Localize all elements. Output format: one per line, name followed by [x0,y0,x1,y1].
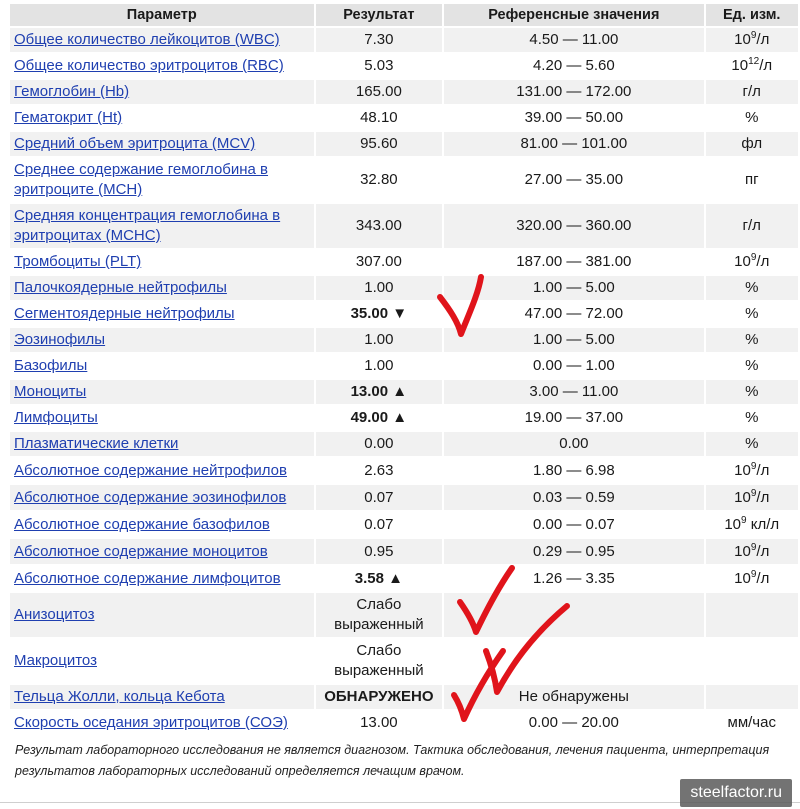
table-row [10,250,798,274]
param-link[interactable]: Общее количество лейкоцитов (WBC) [14,31,280,48]
param-cell [10,432,314,456]
result-value: 307.00 [355,253,402,270]
param-cell [10,328,314,352]
table-row [10,302,798,326]
table-row [10,354,798,378]
unit-cell [706,458,799,483]
param-link[interactable]: Гемоглобин (Hb) [14,83,130,100]
unit-cell [706,539,799,564]
unit-cell [706,566,799,591]
param-link[interactable]: Абсолютное содержание эозинофилов [14,488,287,506]
param-link[interactable]: Гематокрит (Ht) [14,109,123,126]
unit-exponent: 12 [748,56,760,67]
unit-tail: /л [759,57,773,74]
unit-cell: мм/час [706,711,799,735]
result-cell [316,302,443,326]
ref-cell: 187.00 — 381.00 [444,250,703,274]
param-cell [10,485,314,510]
header-unit: Ед. изм. [706,4,799,26]
result-cell [316,380,443,404]
unit-base: 10 [734,542,751,560]
param-cell [10,54,314,78]
unit-exponent: 9 [750,460,757,472]
result-cell [316,539,443,564]
param-cell [10,539,314,564]
result-value: 13.00 ▲ [350,383,408,400]
unit-exponent: 9 [750,568,757,580]
result-cell [316,132,443,156]
unit-cell: % [706,406,799,430]
result-value: 343.00 [355,217,402,234]
table-row [10,639,798,683]
table-row [10,406,798,430]
result-value: 49.00 ▲ [350,409,408,426]
param-link[interactable]: Анизоцитоз [14,606,95,623]
unit-cell: г/л [706,80,799,104]
result-cell [316,276,443,300]
table-row [10,711,798,735]
table-row [10,485,798,510]
table-row [10,328,798,352]
ref-cell: 320.00 — 360.00 [444,204,703,248]
unit-exponent: 9 [750,30,757,41]
ref-cell [444,593,703,637]
ref-cell: 0.00 — 0.07 [444,512,703,537]
result-value: 3.58 ▲ [354,569,403,587]
param-cell [10,158,314,202]
unit-cell [706,593,799,637]
table-row [10,276,798,300]
param-cell [10,276,314,300]
result-value: 1.00 [364,357,394,374]
unit-cell [706,512,799,537]
result-cell [316,512,443,537]
result-cell [316,593,443,637]
unit-cell: фл [706,132,799,156]
ref-cell: 0.00 [444,432,703,456]
param-link[interactable]: Средняя концентрация гемоглобина в эритроцитах (MCHC) [14,207,281,244]
ref-cell: 47.00 — 72.00 [444,302,703,326]
param-link[interactable]: Палочкоядерные нейтрофилы [14,279,227,296]
result-value: 7.30 [364,31,394,48]
ref-cell: 0.03 — 0.59 [444,485,703,510]
unit-tail: кл/л [746,515,780,533]
unit-cell [706,54,799,78]
unit-exponent: 9 [750,487,757,499]
unit-exponent: 9 [750,252,757,263]
table-row [10,458,798,483]
unit-base: 10 [734,461,751,479]
result-cell [316,485,443,510]
ref-cell: 1.80 — 6.98 [444,458,703,483]
unit-cell [706,639,799,683]
result-cell [316,711,443,735]
result-cell [316,28,443,52]
unit-cell [706,28,799,52]
ref-cell: 131.00 — 172.00 [444,80,703,104]
result-cell [316,458,443,483]
param-link[interactable]: Базофилы [14,357,88,374]
unit-tail: /л [756,253,770,270]
ref-cell: 1.00 — 5.00 [444,328,703,352]
unit-cell [706,685,799,709]
param-cell [10,685,314,709]
param-cell [10,250,314,274]
param-cell [10,458,314,483]
unit-cell [706,485,799,510]
result-cell [316,685,443,709]
table-row [10,54,798,78]
ref-cell: 0.00 — 1.00 [444,354,703,378]
param-link[interactable]: Средний объем эритроцита (MCV) [14,135,256,152]
param-cell [10,639,314,683]
table-row [10,28,798,52]
result-value: 48.10 [360,109,398,126]
ref-cell: 19.00 — 37.00 [444,406,703,430]
result-value: 165.00 [355,83,402,100]
table-row [10,566,798,591]
table-header-row [10,4,798,26]
param-cell [10,512,314,537]
unit-cell: % [706,354,799,378]
result-value: 32.80 [360,171,398,188]
result-value: 0.07 [364,515,394,533]
param-cell [10,204,314,248]
param-link[interactable]: Абсолютное содержание лимфоцитов [14,569,281,587]
unit-base: 10 [731,57,749,74]
param-link[interactable]: Среднее содержание гемоглобина в эритроците (MCH) [14,161,269,198]
result-cell [316,158,443,202]
unit-tail: /л [756,31,770,48]
param-cell [10,80,314,104]
unit-tail: /л [756,542,770,560]
unit-base: 10 [734,488,751,506]
table-row [10,685,798,709]
result-cell [316,54,443,78]
result-value: 1.00 [364,331,394,348]
result-value: ОБНАРУЖЕНО [324,688,434,705]
ref-cell: 39.00 — 50.00 [444,106,703,130]
header-result: Результат [316,4,443,26]
result-cell [316,204,443,248]
param-cell [10,711,314,735]
header-param: Параметр [10,4,314,26]
unit-cell: пг [706,158,799,202]
table-row [10,593,798,637]
param-link[interactable]: Эозинофилы [14,331,106,348]
param-cell [10,406,314,430]
param-link[interactable]: Тельца Жолли, кольца Кебота [14,688,225,705]
result-cell [316,354,443,378]
table-row [10,512,798,537]
result-cell [316,328,443,352]
table-row [10,106,798,130]
result-cell [316,250,443,274]
ref-cell: 0.00 — 20.00 [444,711,703,735]
result-value: 35.00 ▼ [350,305,408,322]
unit-cell [706,250,799,274]
result-value: 0.00 [364,435,394,452]
watermark: steelfactor.ru [680,779,792,807]
param-link[interactable]: Абсолютное содержание моноцитов [14,542,268,560]
result-value: 1.00 [364,279,394,296]
unit-cell: % [706,432,799,456]
param-link[interactable]: Скорость оседания эритроцитов (СОЭ) [14,714,288,731]
table-row [10,132,798,156]
unit-tail: /л [756,488,770,506]
unit-cell: % [706,302,799,326]
unit-cell: % [706,276,799,300]
ref-cell: 4.50 — 11.00 [444,28,703,52]
param-cell [10,106,314,130]
param-cell [10,593,314,637]
param-link[interactable]: Абсолютное содержание базофилов [14,515,270,533]
result-value: Слабо выраженный [334,596,424,633]
param-link[interactable]: Лимфоциты [14,409,98,426]
table-row [10,204,798,248]
ref-cell: 0.29 — 0.95 [444,539,703,564]
result-value: Слабо выраженный [334,642,424,679]
result-cell [316,432,443,456]
ref-cell: Не обнаружены [444,685,703,709]
param-cell [10,354,314,378]
unit-cell: % [706,328,799,352]
result-value: 0.07 [364,488,394,506]
unit-exponent: 9 [750,541,757,553]
unit-cell: г/л [706,204,799,248]
unit-exponent: 9 [741,514,747,526]
ref-cell: 1.00 — 5.00 [444,276,703,300]
ref-cell: 1.26 — 3.35 [444,566,703,591]
table-row [10,80,798,104]
param-link[interactable]: Макроцитоз [14,652,97,669]
unit-cell: % [706,380,799,404]
param-cell [10,566,314,591]
table-row [10,158,798,202]
param-cell [10,380,314,404]
unit-base: 10 [734,31,751,48]
header-ref: Референсные значения [444,4,703,26]
table-row [10,380,798,404]
result-cell [316,566,443,591]
table-row [10,539,798,564]
result-cell [316,106,443,130]
ref-cell [444,639,703,683]
unit-cell: % [706,106,799,130]
param-cell [10,28,314,52]
ref-cell: 81.00 — 101.00 [444,132,703,156]
param-link[interactable]: Общее количество эритроцитов (RBC) [14,57,284,74]
result-value: 0.95 [364,542,394,560]
result-value: 95.60 [360,135,398,152]
result-value: 2.63 [364,461,394,479]
param-link[interactable]: Плазматические клетки [14,435,179,452]
param-cell [10,132,314,156]
result-value: 13.00 [360,714,398,731]
unit-tail: /л [756,461,770,479]
unit-base: 10 [734,253,751,270]
ref-cell: 3.00 — 11.00 [444,380,703,404]
result-cell [316,406,443,430]
unit-base: 10 [734,569,751,587]
unit-base: 10 [724,515,742,533]
ref-cell: 27.00 — 35.00 [444,158,703,202]
param-link[interactable]: Сегментоядерные нейтрофилы [14,305,235,322]
disclaimer-note: Результат лабораторного исследования не является диагнозом. Тактика обследования, лечения пациента, интерпретация результатов лабораторных исследований определяется лечащим врачом. [15,743,770,778]
unit-tail: /л [756,569,770,587]
result-cell [316,639,443,683]
param-link[interactable]: Моноциты [14,383,87,400]
param-link[interactable]: Тромбоциты (PLT) [14,253,142,270]
result-cell [316,80,443,104]
param-link[interactable]: Абсолютное содержание нейтрофилов [14,461,287,479]
result-value: 5.03 [364,57,394,74]
ref-cell: 4.20 — 5.60 [444,54,703,78]
param-cell [10,302,314,326]
lab-results-table [8,2,800,737]
table-row [10,432,798,456]
